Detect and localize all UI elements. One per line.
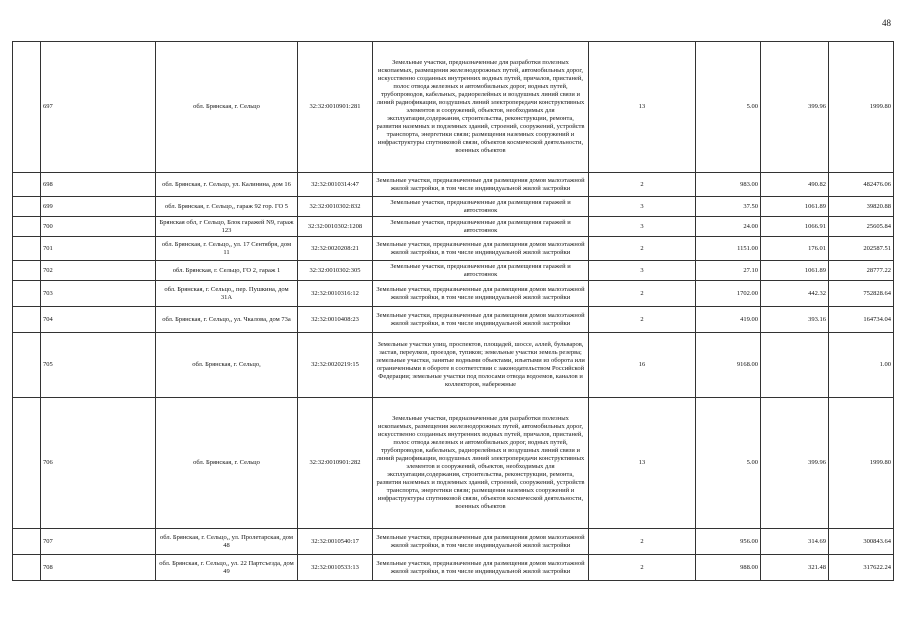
- address-cell: обл. Брянская, г. Сельцо, ул. Калинина, дом 16: [156, 173, 298, 197]
- table-row: [13, 173, 894, 197]
- cadastral-value-cell: 300843.64: [829, 529, 894, 555]
- group-cell: 16: [589, 333, 696, 398]
- cadastral-value-cell: 482476.06: [829, 173, 894, 197]
- table-row: [13, 261, 894, 281]
- address-cell: обл. Брянская, г. Сельцо: [156, 398, 298, 529]
- area-cell: 1151.00: [696, 237, 761, 261]
- land-use-cell: Земельные участки улиц, проспектов, площадей, шоссе, аллей, бульваров, застав, переулков, проездов, тупиков; земельные участки земель резерва; земельные участки, занятые водными объектами, изъятыми из оборота или ограниченными в обороте в соответствии с законодательством Российской Федерации; земельные участки под полосами отвода водоемов, каналов и коллекторов, набережные: [373, 333, 589, 398]
- area-cell: 5.00: [696, 42, 761, 173]
- group-cell: 3: [589, 261, 696, 281]
- cadastral-number-cell: 32:32:0010533:13: [298, 555, 373, 581]
- row-number: 707: [41, 529, 156, 555]
- row-number: 700: [41, 217, 156, 237]
- specific-value-cell: 399.96: [761, 398, 829, 529]
- address-cell: Брянская обл, г Сельцо, Блок гаражей N9, гараж 123: [156, 217, 298, 237]
- cadastral-number-cell: 32:32:0010901:282: [298, 398, 373, 529]
- row-number: 703: [41, 281, 156, 307]
- land-use-cell: Земельные участки, предназначенные для размещения домов малоэтажной жилой застройки, в том числе индивидуальной жилой застройки: [373, 237, 589, 261]
- land-use-cell: Земельные участки, предназначенные для размещения гаражей и автостоянок: [373, 197, 589, 217]
- area-cell: 419.00: [696, 307, 761, 333]
- cadastral-number-cell: 32:32:0010302:832: [298, 197, 373, 217]
- specific-value-cell: 321.48: [761, 555, 829, 581]
- group-cell: 2: [589, 555, 696, 581]
- table-row: [13, 237, 894, 261]
- table-row: [13, 529, 894, 555]
- group-cell: 13: [589, 42, 696, 173]
- address-cell: обл. Брянская, г. Сельцо,, ул. 17 Сентября, дом 11: [156, 237, 298, 261]
- row-number: 704: [41, 307, 156, 333]
- group-cell: 2: [589, 281, 696, 307]
- specific-value-cell: 176.01: [761, 237, 829, 261]
- specific-value-cell: 314.69: [761, 529, 829, 555]
- land-use-cell: Земельные участки, предназначенные для разработки полезных ископаемых, размещения железнодорожных путей, автомобильных дорог, искусственно созданных внутренних водных путей, причалов, пристаней, полос отвода железных и автомобильных дорог, водных путей, трубопроводов, кабельных, радиорелейных и воздушных линий связи и линий радиофикации, воздушных линий электропередачи конструктивных элементов и сооружений, объектов, необходимых для эксплуатации,содержания, строительства, реконструкции, ремонта, развития наземных и подземных зданий, строений, сооружений, устройств транспорта, энергетики связи; размещения наземных сооружений и инфраструктуры спутниковой связи, объектов космической деятельности, военных объектов: [373, 398, 589, 529]
- cadastral-number-cell: 32:32:0010302:305: [298, 261, 373, 281]
- table-row: [13, 42, 894, 173]
- group-cell: 2: [589, 307, 696, 333]
- cadastral-value-cell: 202587.51: [829, 237, 894, 261]
- specific-value-cell: 1066.91: [761, 217, 829, 237]
- area-cell: 5.00: [696, 398, 761, 529]
- land-use-cell: Земельные участки, предназначенные для размещения домов малоэтажной жилой застройки, в том числе индивидуальной жилой застройки: [373, 173, 589, 197]
- address-cell: обл. Брянская, г. Сельцо: [156, 42, 298, 173]
- address-cell: обл. Брянская, г. Сельцо,, ул. Чкалова, дом 73а: [156, 307, 298, 333]
- specific-value-cell: 393.16: [761, 307, 829, 333]
- cadastral-value-cell: 28777.22: [829, 261, 894, 281]
- land-use-cell: Земельные участки, предназначенные для размещения домов малоэтажной жилой застройки, в том числе индивидуальной жилой застройки: [373, 307, 589, 333]
- cadastral-value-cell: 752828.64: [829, 281, 894, 307]
- area-cell: 988.00: [696, 555, 761, 581]
- group-cell: 2: [589, 529, 696, 555]
- specific-value-cell: 399.96: [761, 42, 829, 173]
- address-cell: обл. Брянская, г. Сельцо,: [156, 333, 298, 398]
- land-use-cell: Земельные участки, предназначенные для размещения гаражей и автостоянок: [373, 261, 589, 281]
- row-number: 706: [41, 398, 156, 529]
- specific-value-cell: [761, 333, 829, 398]
- group-cell: 3: [589, 197, 696, 217]
- cadastral-number-cell: 32:32:0020208:21: [298, 237, 373, 261]
- address-cell: обл. Брянская, г. Сельцо,, гараж 92 гор. ГО 5: [156, 197, 298, 217]
- table-row: [13, 217, 894, 237]
- area-cell: 37.50: [696, 197, 761, 217]
- cadastral-value-table: [12, 41, 894, 581]
- cadastral-number-cell: 32:32:0010316:12: [298, 281, 373, 307]
- group-cell: 2: [589, 237, 696, 261]
- area-cell: 956.00: [696, 529, 761, 555]
- row-number: 708: [41, 555, 156, 581]
- cadastral-number-cell: 32:32:0010901:281: [298, 42, 373, 173]
- cadastral-number-cell: 32:32:0010408:23: [298, 307, 373, 333]
- group-cell: 3: [589, 217, 696, 237]
- cadastral-number-cell: 32:32:0020219:15: [298, 333, 373, 398]
- cadastral-value-cell: 317622.24: [829, 555, 894, 581]
- area-cell: 983.00: [696, 173, 761, 197]
- land-use-cell: Земельные участки, предназначенные для размещения домов малоэтажной жилой застройки, в том числе индивидуальной жилой застройки: [373, 529, 589, 555]
- address-cell: обл. Брянская, г. Сельцо, ГО 2, гараж 1: [156, 261, 298, 281]
- land-use-cell: Земельные участки, предназначенные для размещения гаражей и автостоянок: [373, 217, 589, 237]
- table-row: [13, 555, 894, 581]
- cadastral-number-cell: 32:32:0010314:47: [298, 173, 373, 197]
- page-number: 48: [882, 18, 891, 28]
- row-number: 699: [41, 197, 156, 217]
- row-number: 698: [41, 173, 156, 197]
- specific-value-cell: 490.82: [761, 173, 829, 197]
- specific-value-cell: 1061.89: [761, 261, 829, 281]
- cadastral-number-cell: 32:32:0010302:1208: [298, 217, 373, 237]
- table-row: [13, 398, 894, 529]
- row-number: 697: [41, 42, 156, 173]
- cadastral-value-cell: 1999.80: [829, 398, 894, 529]
- cadastral-value-cell: 1999.80: [829, 42, 894, 173]
- specific-value-cell: 442.32: [761, 281, 829, 307]
- cadastral-value-cell: 164734.04: [829, 307, 894, 333]
- land-use-cell: Земельные участки, предназначенные для размещения домов малоэтажной жилой застройки, в том числе индивидуальной жилой застройки: [373, 555, 589, 581]
- row-number: 702: [41, 261, 156, 281]
- cadastral-number-cell: 32:32:0010540:17: [298, 529, 373, 555]
- address-cell: обл. Брянская, г. Сельцо,, ул. 22 Партсъезда, дом 49: [156, 555, 298, 581]
- table-row: [13, 281, 894, 307]
- group-cell: 13: [589, 398, 696, 529]
- table-row: [13, 307, 894, 333]
- land-use-cell: Земельные участки, предназначенные для разработки полезных ископаемых, размещения железнодорожных путей, автомобильных дорог, искусственно созданных внутренних водных путей, причалов, пристаней, полос отвода железных и автомобильных дорог, водных путей, трубопроводов, кабельных, радиорелейных и воздушных линий связи и линий радиофикации, воздушных линий электропередачи конструктивных элементов и сооружений, объектов, необходимых для эксплуатации,содержания, строительства, реконструкции, ремонта, развития наземных и подземных зданий, строений, сооружений, устройств транспорта, энергетики связи; размещения наземных сооружений и инфраструктуры спутниковой связи, объектов космической деятельности, военных объектов: [373, 42, 589, 173]
- table-row: [13, 333, 894, 398]
- area-cell: 1702.00: [696, 281, 761, 307]
- address-cell: обл. Брянская, г. Сельцо,, пер. Пушкина, дом 31А: [156, 281, 298, 307]
- table-row: [13, 197, 894, 217]
- area-cell: 24.00: [696, 217, 761, 237]
- land-use-cell: Земельные участки, предназначенные для размещения домов малоэтажной жилой застройки, в том числе индивидуальной жилой застройки: [373, 281, 589, 307]
- row-number: 701: [41, 237, 156, 261]
- cadastral-value-cell: 1.00: [829, 333, 894, 398]
- address-cell: обл. Брянская, г. Сельцо,, ул. Пролетарская, дом 48: [156, 529, 298, 555]
- group-cell: 2: [589, 173, 696, 197]
- area-cell: 9168.00: [696, 333, 761, 398]
- cadastral-value-cell: 39820.88: [829, 197, 894, 217]
- cadastral-value-cell: 25605.84: [829, 217, 894, 237]
- area-cell: 27.10: [696, 261, 761, 281]
- row-number: 705: [41, 333, 156, 398]
- specific-value-cell: 1061.89: [761, 197, 829, 217]
